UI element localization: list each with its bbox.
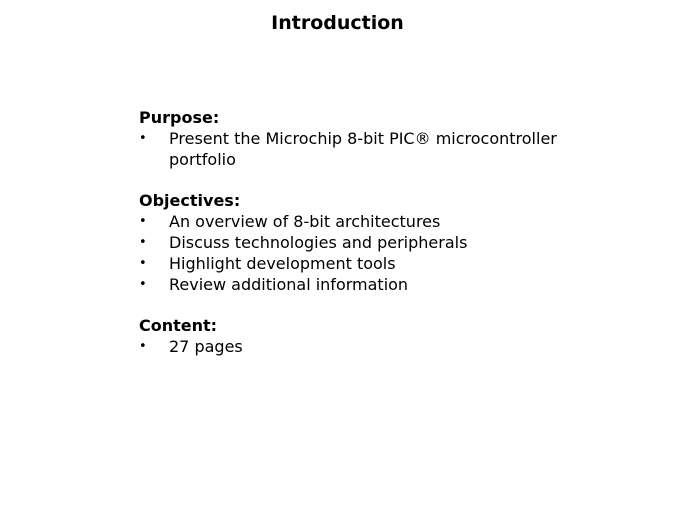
bullet-icon: • <box>139 235 147 250</box>
bullet-icon: • <box>139 277 147 292</box>
purpose-list <box>139 128 559 170</box>
list-item <box>139 211 559 232</box>
slide-content <box>139 107 559 377</box>
bullet-icon: • <box>139 131 147 146</box>
list-item-text: Discuss technologies and peripherals <box>169 233 468 252</box>
page-title: Introduction <box>271 12 404 34</box>
list-item-text: An overview of 8-bit architectures <box>169 212 441 231</box>
list-item <box>139 274 559 295</box>
content-list <box>139 336 559 357</box>
bullet-icon: • <box>139 214 147 229</box>
objectives-heading: Objectives: <box>139 191 241 210</box>
content-section <box>139 315 559 357</box>
list-item-text: Highlight development tools <box>169 254 396 273</box>
content-heading: Content: <box>139 316 218 335</box>
list-item-text: Present the Microchip 8-bit PIC® microcontroller portfolio <box>169 129 557 169</box>
list-item <box>139 128 559 170</box>
bullet-icon: • <box>139 339 147 354</box>
objectives-list <box>139 211 559 295</box>
list-item <box>139 232 559 253</box>
list-item <box>139 253 559 274</box>
list-item-text: Review additional information <box>169 275 409 294</box>
purpose-section <box>139 107 559 170</box>
purpose-heading: Purpose: <box>139 108 220 127</box>
objectives-section <box>139 190 559 295</box>
list-item <box>139 336 559 357</box>
list-item-text: 27 pages <box>169 337 243 356</box>
bullet-icon: • <box>139 256 147 271</box>
